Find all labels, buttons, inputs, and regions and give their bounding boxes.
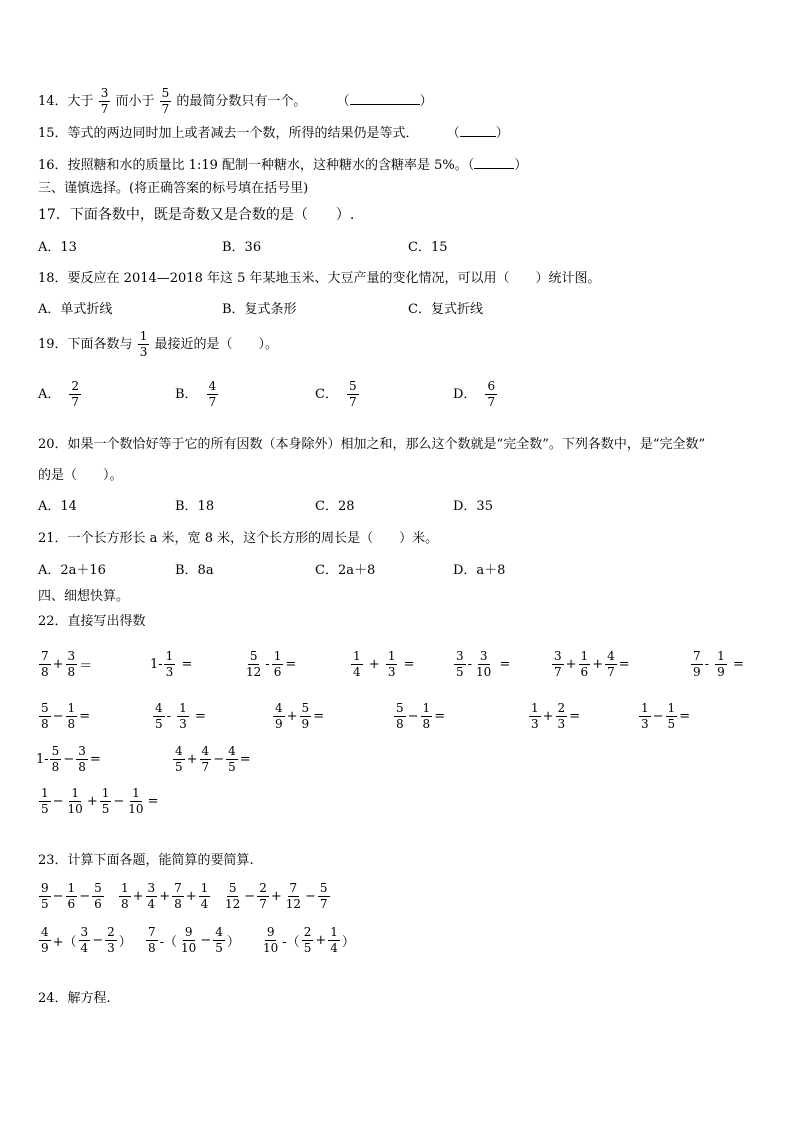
section-3-heading: 三、谨慎选择。(将正确答案的标号填在括号里): [38, 181, 309, 196]
answer-paren-right: ）: [514, 158, 528, 173]
math-expression: $\frac{7}{8}$ + $\frac{3}{8}$ ＝: [41, 649, 93, 679]
math-expression: $\frac{4}{9}$ +（ $\frac{3}{4}$ − $\frac{2}{3}$ ）: [41, 925, 132, 955]
option-d[interactable]: D． $\frac{6}{7}$: [453, 379, 496, 409]
option-c[interactable]: C． $\frac{5}{7}$: [315, 379, 357, 409]
answer-paren-left: （: [446, 126, 460, 141]
option-b[interactable]: B．复式条形: [222, 302, 297, 317]
math-expression: $\frac{1}{5}$ − $\frac{1}{10}$ + $\frac{1}{5}$ − $\frac{1}{10}$ =: [41, 786, 159, 816]
option-b[interactable]: B．36: [222, 240, 262, 255]
question-16: [38, 156, 527, 175]
math-expression: $\frac{1}{3}$ − $\frac{1}{5}$ =: [641, 701, 691, 731]
math-expression: $\frac{4}{5}$ + $\frac{4}{7}$ − $\frac{4}{5}$ =: [175, 744, 251, 774]
q15-text: 15．等式的两边同时加上或者减去一个数，所得的结果仍是等式．: [38, 126, 419, 141]
math-expression: $\frac{5}{12}$ − $\frac{2}{7}$ + $\frac{7}{12}$ − $\frac{5}{7}$: [225, 881, 328, 911]
option-b[interactable]: B．18: [175, 499, 215, 514]
section-4-heading: 四、细想快算。: [38, 589, 130, 604]
math-expression: $\frac{1}{8}$ + $\frac{3}{4}$ + $\frac{7}{8}$ + $\frac{1}{4}$: [121, 881, 209, 911]
option-c[interactable]: C．2a＋8: [315, 563, 376, 578]
math-expression: $\frac{4}{9}$ + $\frac{5}{9}$ =: [275, 701, 325, 731]
q16-text: 16．按照糖和水的质量比 1:19 配制一种糖水，这种糖水的含糖率是 5%。: [38, 158, 468, 173]
math-expression: $\frac{3}{5}$ - $\frac{3}{10}$ =: [456, 649, 511, 679]
q14-text-b: 而小于: [115, 94, 155, 109]
math-expression: $\frac{5}{8}$ − $\frac{1}{8}$ =: [396, 701, 446, 731]
answer-paren-left: （: [467, 158, 475, 173]
math-expression: $\frac{5}{8}$ − $\frac{1}{8}$ =: [41, 701, 91, 731]
option-a[interactable]: A． $\frac{2}{7}$: [38, 379, 80, 409]
math-expression: 1- $\frac{1}{3}$ =: [150, 649, 193, 679]
math-expression: $\frac{1}{4}$ + $\frac{1}{3}$ =: [353, 649, 415, 679]
q14-text-c: 的最简分数只有一个。: [176, 94, 307, 109]
question-20-line-1: 20．如果一个数恰好等于它的所有因数（本身除外）相加之和，那么这个数就是“完全数”。下列各数中，是“完全数”: [38, 437, 706, 452]
math-expression: $\frac{9}{10}$ -（ $\frac{2}{5}$ + $\frac{1}{4}$ ）: [263, 925, 355, 955]
option-c[interactable]: C．15: [408, 240, 448, 255]
fraction: $\frac{1}{3}$: [139, 329, 148, 359]
option-b[interactable]: B．8a: [175, 563, 214, 578]
question-17: 17．下面各数中，既是奇数又是合数的是（ ）.: [38, 207, 355, 223]
question-23-title: 23．计算下面各题，能简算的要简算.: [38, 853, 254, 868]
option-c[interactable]: C．28: [315, 499, 355, 514]
option-c[interactable]: C．复式折线: [408, 302, 483, 317]
question-22-title: 22．直接写出得数: [38, 614, 146, 629]
answer-paren-left: （: [336, 94, 350, 109]
math-expression: $\frac{5}{12}$ - $\frac{1}{6}$ =: [246, 649, 297, 679]
option-a[interactable]: A．14: [38, 499, 77, 514]
fraction: $\frac{5}{7}$: [161, 86, 170, 116]
option-d[interactable]: D．35: [453, 499, 493, 514]
fraction: $\frac{3}{7}$: [100, 86, 109, 116]
math-expression: $\frac{3}{7}$ + $\frac{1}{6}$ + $\frac{4}{7}$ =: [554, 649, 630, 679]
answer-blank[interactable]: [474, 156, 514, 169]
fraction: $\frac{2}{7}$: [71, 379, 80, 409]
q19-text-a: 19．下面各数与: [38, 337, 133, 352]
option-a[interactable]: A．13: [38, 240, 77, 255]
q19-text-b: 最接近的是（ ）。: [154, 337, 278, 352]
math-expression: $\frac{1}{3}$ + $\frac{2}{3}$ =: [531, 701, 581, 731]
option-a[interactable]: A．2a＋16: [38, 563, 106, 578]
question-15: [38, 124, 509, 143]
math-expression: 1- $\frac{5}{8}$ − $\frac{3}{8}$ =: [36, 744, 101, 774]
answer-blank[interactable]: [460, 124, 496, 137]
math-expression: $\frac{4}{5}$ - $\frac{1}{3}$ =: [155, 701, 206, 731]
question-20-line-2: 的是（ ）。: [38, 468, 123, 483]
answer-paren-right: ）: [495, 126, 509, 141]
question-18: 18．要反应在 2014—2018 年这 5 年某地玉米、大豆产量的变化情况，可以用（ ）统计图。: [38, 271, 601, 286]
question-19: [38, 330, 278, 359]
math-expression: $\frac{7}{8}$ -（ $\frac{9}{10}$ − $\frac{4}{5}$ ）: [148, 925, 240, 955]
answer-blank[interactable]: [350, 92, 420, 105]
question-14: [38, 87, 433, 116]
question-21: 21．一个长方形长 a 米，宽 8 米，这个长方形的周长是（ ）米。: [38, 531, 439, 546]
option-a[interactable]: A．单式折线: [38, 302, 113, 317]
fraction: $\frac{5}{7}$: [348, 379, 357, 409]
option-d[interactable]: D．a＋8: [453, 563, 506, 578]
question-24-title: 24．解方程.: [38, 991, 111, 1006]
option-b[interactable]: B． $\frac{4}{7}$: [175, 379, 217, 409]
math-expression: $\frac{7}{9}$ - $\frac{1}{9}$ =: [693, 649, 744, 679]
fraction: $\frac{4}{7}$: [208, 379, 217, 409]
math-expression: $\frac{9}{5}$ − $\frac{1}{6}$ − $\frac{5}{6}$: [41, 881, 102, 911]
q14-text-a: 大于: [67, 94, 94, 109]
fraction: $\frac{6}{7}$: [487, 379, 496, 409]
answer-paren-right: ）: [419, 94, 433, 109]
q14-number: 14．: [38, 94, 68, 109]
